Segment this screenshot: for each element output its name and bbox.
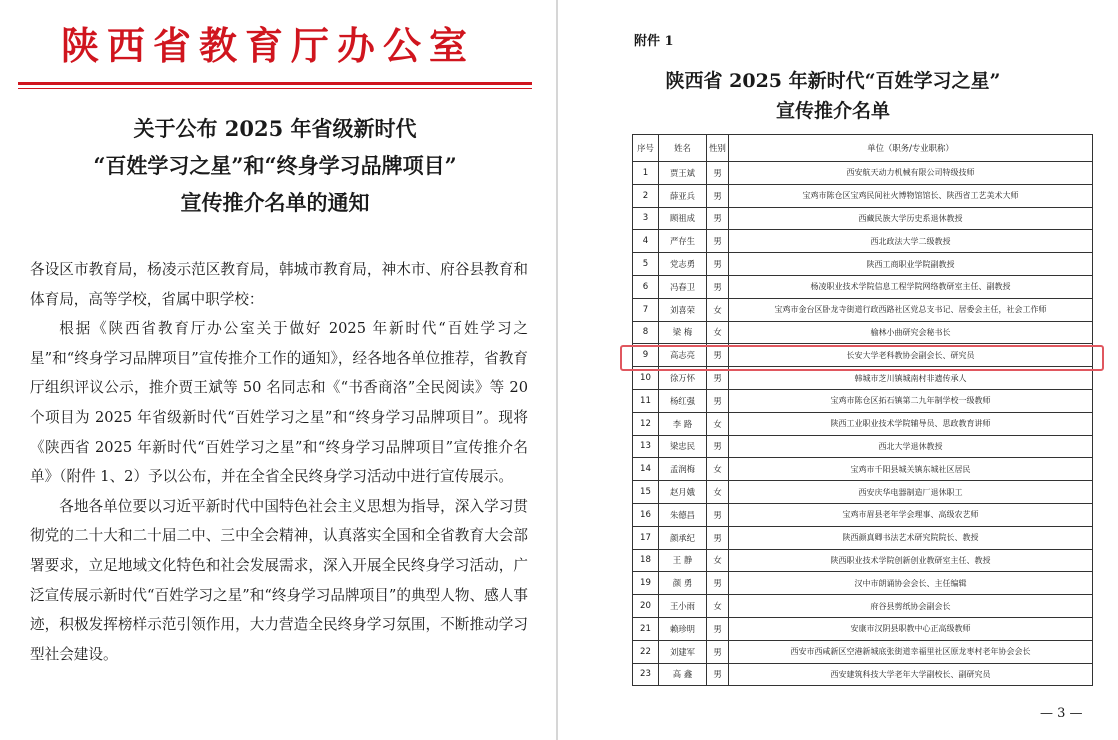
red-rule-thick bbox=[18, 82, 532, 85]
row-name-cell: 梁 梅 bbox=[659, 321, 707, 344]
row-gender-cell: 男 bbox=[707, 230, 729, 253]
row-num-cell: 12 bbox=[633, 412, 659, 435]
row-unit-cell: 西北大学退休教授 bbox=[729, 435, 1093, 458]
notice-body bbox=[30, 255, 528, 669]
notice-title-line-3: 宣传推介名单的通知 bbox=[180, 190, 370, 215]
row-unit-cell: 宝鸡市千阳县城关镇东城社区居民 bbox=[729, 458, 1093, 481]
attachment-label: 附件 1 bbox=[634, 34, 674, 49]
list-title-line-2: 宣传推介名单 bbox=[775, 100, 890, 122]
table-row bbox=[633, 595, 1093, 618]
table-row bbox=[633, 617, 1093, 640]
row-unit-cell: 西安市西咸新区空港新城底张街道幸福里社区原龙枣村老年协会会长 bbox=[729, 640, 1093, 663]
list-title-line-1: 陕西省 2025 年新时代“百姓学习之星” bbox=[665, 70, 1001, 92]
row-name-cell: 薛亚兵 bbox=[659, 184, 707, 207]
row-unit-cell: 韩城市芝川镇城南村非遗传承人 bbox=[729, 367, 1093, 390]
row-name-cell: 顾祖成 bbox=[659, 207, 707, 230]
table-row bbox=[633, 253, 1093, 276]
row-num-cell: 13 bbox=[633, 435, 659, 458]
row-num-cell: 10 bbox=[633, 367, 659, 390]
row-unit-cell: 宝鸡市眉县老年学会理事、高级农艺师 bbox=[729, 503, 1093, 526]
table-row bbox=[633, 663, 1093, 686]
row-num-cell: 19 bbox=[633, 572, 659, 595]
body-paragraph-1: 根据《陕西省教育厅办公室关于做好 2025 年新时代“百姓学习之星”和“终身学习品牌项目”宣传推介工作的通知》，经各地各单位推荐，省教育厅组织评议公示，推介贾王斌等 50 名同志和《“书香商洛”全民阅读》等 20 个项目为 2025 年省级新时代“百姓学习之星”和“终身学习品牌项目”。现将《陕西省 2025 年新时代“百姓学习之星”和“终身学习品牌项目”宣传推介名单》（附件 1、2）予以公布，并在全省全民终身学习活动中进行宣传展示。 bbox=[30, 320, 528, 486]
row-unit-cell: 汉中市朗诵协会会长、主任编辑 bbox=[729, 572, 1093, 595]
header-num: 序号 bbox=[633, 135, 659, 162]
row-unit-cell: 西安航天动力机械有限公司特级技师 bbox=[729, 162, 1093, 185]
row-unit-cell: 长安大学老科教协会副会长、研究员 bbox=[729, 344, 1093, 367]
row-gender-cell: 女 bbox=[707, 458, 729, 481]
right-page bbox=[558, 0, 1118, 740]
row-unit-cell: 陕西工业职业技术学院辅导员、思政教育讲师 bbox=[729, 412, 1093, 435]
row-name-cell: 严存生 bbox=[659, 230, 707, 253]
table-row bbox=[633, 481, 1093, 504]
row-unit-cell: 榆林小曲研究会秘书长 bbox=[729, 321, 1093, 344]
row-name-cell: 高 鑫 bbox=[659, 663, 707, 686]
row-num-cell: 9 bbox=[633, 344, 659, 367]
row-unit-cell: 府谷县剪纸协会副会长 bbox=[729, 595, 1093, 618]
table-row bbox=[633, 298, 1093, 321]
table-row bbox=[633, 275, 1093, 298]
row-gender-cell: 女 bbox=[707, 595, 729, 618]
row-unit-cell: 宝鸡市陈仓区拓石镇第二九年制学校一级教师 bbox=[729, 389, 1093, 412]
row-num-cell: 2 bbox=[633, 184, 659, 207]
row-num-cell: 4 bbox=[633, 230, 659, 253]
row-unit-cell: 陕西颜真卿书法艺术研究院院长、教授 bbox=[729, 526, 1093, 549]
row-name-cell: 徐万怀 bbox=[659, 367, 707, 390]
row-gender-cell: 女 bbox=[707, 321, 729, 344]
table-row bbox=[633, 207, 1093, 230]
row-unit-cell: 陕西职业技术学院创新创业教研室主任、教授 bbox=[729, 549, 1093, 572]
row-gender-cell: 男 bbox=[707, 435, 729, 458]
row-name-cell: 孟润梅 bbox=[659, 458, 707, 481]
addressee-paragraph: 各设区市教育局，杨凌示范区教育局，韩城市教育局，神木市、府谷县教育和体育局，高等学校，省属中职学校： bbox=[30, 261, 528, 308]
row-name-cell: 颜 勇 bbox=[659, 572, 707, 595]
row-name-cell: 冯春卫 bbox=[659, 275, 707, 298]
table-row bbox=[633, 572, 1093, 595]
row-num-cell: 21 bbox=[633, 617, 659, 640]
row-name-cell: 李 路 bbox=[659, 412, 707, 435]
row-gender-cell: 男 bbox=[707, 207, 729, 230]
row-name-cell: 赵月娥 bbox=[659, 481, 707, 504]
masthead-title: 陕西省教育厅办公室 bbox=[60, 23, 475, 68]
table-row bbox=[633, 321, 1093, 344]
row-gender-cell: 女 bbox=[707, 481, 729, 504]
header-gender: 性别 bbox=[707, 135, 729, 162]
table-row bbox=[633, 412, 1093, 435]
table-row bbox=[633, 435, 1093, 458]
row-gender-cell: 男 bbox=[707, 526, 729, 549]
notice-title-line-2: “百姓学习之星”和“终身学习品牌项目” bbox=[93, 153, 457, 178]
row-gender-cell: 男 bbox=[707, 572, 729, 595]
row-num-cell: 22 bbox=[633, 640, 659, 663]
row-unit-cell: 西藏民族大学历史系退休教授 bbox=[729, 207, 1093, 230]
left-page bbox=[0, 0, 556, 740]
header-name: 姓名 bbox=[659, 135, 707, 162]
page-number: — 3 — bbox=[1040, 706, 1083, 721]
row-gender-cell: 男 bbox=[707, 389, 729, 412]
table-row bbox=[633, 549, 1093, 572]
row-name-cell: 王 静 bbox=[659, 549, 707, 572]
table-row bbox=[633, 184, 1093, 207]
row-unit-cell: 西安建筑科技大学老年大学副校长、副研究员 bbox=[729, 663, 1093, 686]
row-unit-cell: 西北政法大学二级教授 bbox=[729, 230, 1093, 253]
row-num-cell: 5 bbox=[633, 253, 659, 276]
row-name-cell: 刘喜荣 bbox=[659, 298, 707, 321]
row-num-cell: 18 bbox=[633, 549, 659, 572]
row-gender-cell: 女 bbox=[707, 298, 729, 321]
row-num-cell: 11 bbox=[633, 389, 659, 412]
row-name-cell: 刘建军 bbox=[659, 640, 707, 663]
row-gender-cell: 男 bbox=[707, 367, 729, 390]
row-name-cell: 贾王斌 bbox=[659, 162, 707, 185]
table-header-row bbox=[633, 135, 1093, 162]
row-unit-cell: 宝鸡市陈仓区宝鸡民间社火博物馆馆长、陕西省工艺美术大师 bbox=[729, 184, 1093, 207]
list-title bbox=[618, 66, 1048, 126]
row-num-cell: 6 bbox=[633, 275, 659, 298]
row-gender-cell: 男 bbox=[707, 184, 729, 207]
row-gender-cell: 男 bbox=[707, 275, 729, 298]
row-unit-cell: 宝鸡市金台区卧龙寺街道行政西路社区党总支书记、居委会主任，社会工作师 bbox=[729, 298, 1093, 321]
row-gender-cell: 男 bbox=[707, 503, 729, 526]
row-name-cell: 梁忠民 bbox=[659, 435, 707, 458]
row-name-cell: 高志亮 bbox=[659, 344, 707, 367]
row-gender-cell: 男 bbox=[707, 663, 729, 686]
row-gender-cell: 女 bbox=[707, 549, 729, 572]
row-name-cell: 朱德昌 bbox=[659, 503, 707, 526]
row-gender-cell: 男 bbox=[707, 617, 729, 640]
row-num-cell: 8 bbox=[633, 321, 659, 344]
row-gender-cell: 男 bbox=[707, 253, 729, 276]
row-num-cell: 20 bbox=[633, 595, 659, 618]
row-unit-cell: 杨凌职业技术学院信息工程学院网络教研室主任、副教授 bbox=[729, 275, 1093, 298]
roster-table bbox=[632, 134, 1093, 686]
table-row bbox=[633, 389, 1093, 412]
highlight-box bbox=[620, 345, 1104, 371]
row-num-cell: 15 bbox=[633, 481, 659, 504]
row-gender-cell: 男 bbox=[707, 162, 729, 185]
notice-title-line-1: 关于公布 2025 年省级新时代 bbox=[133, 116, 417, 141]
row-num-cell: 23 bbox=[633, 663, 659, 686]
table-row bbox=[633, 458, 1093, 481]
row-num-cell: 3 bbox=[633, 207, 659, 230]
notice-title bbox=[30, 110, 520, 221]
body-paragraph-2: 各地各单位要以习近平新时代中国特色社会主义思想为指导，深入学习贯彻党的二十大和二十届二中、三中全会精神，认真落实全国和全省教育大会部署要求，立足地域文化特色和社会发展需求，深入开展全民终身学习活动，广泛宣传展示新时代“百姓学习之星”和“终身学习品牌项目”的典型人物、感人事迹，积极发挥榜样示范引领作用，大力营造全民终身学习氛围，不断推动学习型社会建设。 bbox=[30, 497, 528, 663]
row-name-cell: 赖珍明 bbox=[659, 617, 707, 640]
table-row bbox=[633, 230, 1093, 253]
red-rule-thin bbox=[18, 88, 532, 89]
row-gender-cell: 女 bbox=[707, 412, 729, 435]
row-num-cell: 7 bbox=[633, 298, 659, 321]
row-gender-cell: 男 bbox=[707, 640, 729, 663]
roster-body bbox=[633, 162, 1093, 686]
table-row bbox=[633, 640, 1093, 663]
row-unit-cell: 陕西工商职业学院副教授 bbox=[729, 253, 1093, 276]
row-num-cell: 1 bbox=[633, 162, 659, 185]
row-name-cell: 颜承纪 bbox=[659, 526, 707, 549]
row-unit-cell: 安康市汉阴县职教中心正高级教师 bbox=[729, 617, 1093, 640]
row-num-cell: 16 bbox=[633, 503, 659, 526]
row-name-cell: 王小雨 bbox=[659, 595, 707, 618]
row-unit-cell: 西安庆华电器制造厂退休职工 bbox=[729, 481, 1093, 504]
header-unit: 单位（职务/专业职称） bbox=[729, 135, 1093, 162]
row-num-cell: 14 bbox=[633, 458, 659, 481]
table-row bbox=[633, 162, 1093, 185]
row-gender-cell: 男 bbox=[707, 344, 729, 367]
table-row bbox=[633, 503, 1093, 526]
table-row bbox=[633, 526, 1093, 549]
row-name-cell: 党志勇 bbox=[659, 253, 707, 276]
row-num-cell: 17 bbox=[633, 526, 659, 549]
row-name-cell: 杨红强 bbox=[659, 389, 707, 412]
